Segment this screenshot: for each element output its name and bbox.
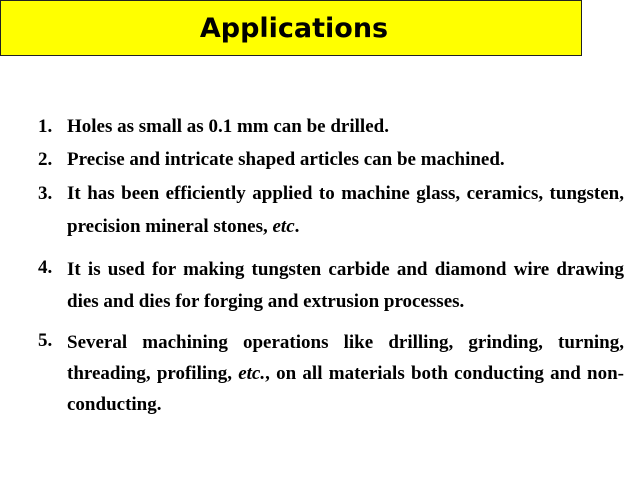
title-banner xyxy=(0,0,582,56)
list-item-number: 2. xyxy=(38,149,53,170)
list-item-text-main: It has been efficiently applied to machine glass, ceramics, tungsten, precision mineral stones, xyxy=(67,183,624,237)
list-item xyxy=(38,179,624,243)
list-item-text-tail: , on all materials both conducting and non-conducting. xyxy=(67,363,624,415)
list-item-text: It is used for making tungsten carbide and diamond wire drawing dies and dies for forging and extrusion processes. xyxy=(67,259,624,312)
list-item-number: 5. xyxy=(38,330,53,351)
list-item-text xyxy=(67,177,624,243)
list-item xyxy=(38,327,624,420)
list-item-number: 3. xyxy=(38,183,53,204)
list-item-text: Holes as small as 0.1 mm can be drilled. xyxy=(67,116,389,137)
list-item-text-main: Several machining operations like drilling, grinding, turning, threading, profiling, xyxy=(67,332,624,384)
list-item xyxy=(38,113,624,141)
list-item-text xyxy=(67,327,624,420)
list-item-text: Precise and intricate shaped articles can be machined. xyxy=(67,149,505,170)
applications-list xyxy=(38,113,624,420)
list-item-number: 4. xyxy=(38,257,53,278)
page-title: Applications xyxy=(199,12,389,44)
list-item-text-italic: etc xyxy=(272,216,295,237)
list-item-text-tail: . xyxy=(294,216,300,237)
list-item xyxy=(38,254,624,318)
list-item xyxy=(38,146,624,174)
list-item-number: 1. xyxy=(38,116,53,137)
list-item-text-italic: etc. xyxy=(238,363,266,384)
